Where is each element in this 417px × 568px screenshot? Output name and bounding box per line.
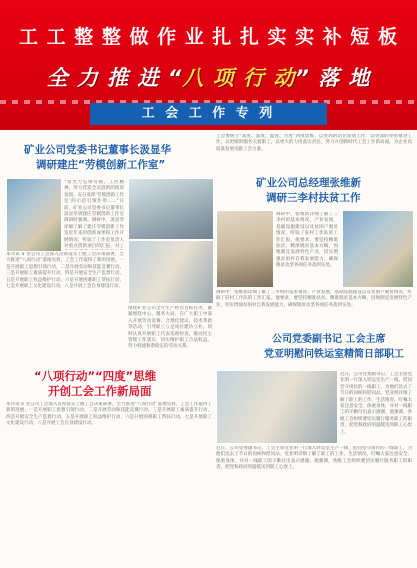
article2-photo-2 bbox=[342, 210, 414, 288]
article3-title-line2: 党亚明慰问铁运室精简日部职工 bbox=[264, 349, 404, 360]
article1-photo-2 bbox=[128, 178, 214, 240]
feature-title-line2: 开创工会工作新局面 bbox=[48, 384, 152, 398]
banner-slogan-line1: 工 工 整 整 做 作 业 扎 扎 实 实 补 短 板 bbox=[19, 26, 398, 48]
article1-body: “留允力弘扬劳模、工匠精神，努力营造全员创新的浓厚氛围，充分发挥‘劳模创新工作室’的示范引领作用……”日前，矿业公司党委书记董事长汲显华到建庄劳模创新工作室调研时强调。调研中，汲显华详细了解了建庄劳模创新工作室近年来的创新成果和工作开展情况，听取了工作室负责人对重点创新项目的汇报，对工 bbox=[64, 180, 124, 250]
article1-title-line2: 调研建庄“劳模创新工作室” bbox=[36, 159, 166, 171]
banner-line2-prefix: 全 力 推 进 “ bbox=[46, 66, 183, 90]
article3-body: 近日，公司党委副书记、工会主席党亚明一行深入铁运室生产一线，慰问坚守岗位的一线职工，为他们送去了节日的问候和慰问品。党亚明详细了解了职工的工作、生活情况，叮嘱大家注意安全、保重身体，并对一线职工的辛勤付出表示感谢。他强调，各级工会组织要切实履行服务职工的职责，把党和政府的温暖送到职工心坎上。 bbox=[340, 372, 412, 435]
article2-photo bbox=[216, 210, 274, 288]
article2-title-line1: 矿业公司总经理张维新 bbox=[256, 177, 361, 189]
article1-photo bbox=[6, 178, 62, 252]
column-title: 工 会 工 作 专 列 bbox=[90, 103, 327, 125]
article2-body-continued: 调研中，张维新详细了解了三李村的基本情况、产业发展、基础设施建设以及贫困户脱贫情况，听取了驻村工作队的工作汇报。他要求，要坚持精准扶贫、精准脱贫基本方略，因地制宜发展特色产业，切实增强贫困村自我发展能力，确保脱贫攻坚各项任务落到实处。 bbox=[216, 290, 412, 308]
article3-title bbox=[264, 332, 404, 362]
article1-title bbox=[24, 143, 171, 173]
feature-title bbox=[34, 369, 212, 399]
article1-title-line1: 矿业公司党委书记董事长汲显华 bbox=[24, 144, 171, 156]
column3-text: 工会要树立“高度、深度、温度、力度”四度思维，以更高的站位谋划工作，以更深的举措推进工作，以更暖的服务关爱职工，以更大的力度落实责任，努力开创新时代工会工作新局面，为企业高质量发展贡献工会力量。 bbox=[216, 134, 412, 152]
header-banner bbox=[0, 0, 417, 130]
banner-line2-highlight: 八 项 行 动 bbox=[182, 66, 296, 90]
feature-body: 本刊讯 矿业公司工会深入贯彻落实上级工会决策部署，全力推进“八项行动”落地见效，工会工作取得了新的进展。一是开展职工思想引领行动，二是开展劳动和技能竞赛行动，三是开展职工素质提升行动，四是开展安全生产监督行动，五是开展职工权益维护行动，六是开展困难职工帮扶行动，七是开展职工文化建设行动，八是开展工会自身建设行动。 bbox=[6, 402, 212, 427]
article2-title bbox=[256, 176, 361, 206]
article3-photo bbox=[216, 370, 338, 444]
banner-line2-suffix: ” 落 地 bbox=[295, 66, 371, 90]
article3-title-line1: 公司党委副书记 工会主席 bbox=[272, 334, 386, 345]
banner-slogan-line2 bbox=[0, 62, 417, 92]
article2-title-line2: 调研三李村扶贫工作 bbox=[266, 192, 361, 204]
article3-body-continued: 近日，公司党委副书记、工会主席党亚明一行深入铁运室生产一线，慰问坚守岗位的一线职工，为他们送去了节日的问候和慰问品。党亚明详细了解了职工的工作、生活情况，叮嘱大家注意安全、保重身体，并对一线职工的辛勤付出表示感谢。他强调，各级工会组织要切实履行服务职工的职责，把党和政府的温暖送到职工心坎上。 bbox=[216, 446, 412, 471]
article1-photo-3 bbox=[128, 240, 214, 304]
article2-body: 调研中，张维新详细了解了三李村的基本情况、产业发展、基础设施建设以及贫困户脱贫情况，听取了驻村工作队的工作汇报。他要求，要坚持精准扶贫、精准脱贫基本方略，因地制宜发展特色产业，切实增强贫困村自我发展能力，确保脱贫攻坚各项任务落到实处。 bbox=[276, 212, 338, 269]
column1-text: 本刊讯 矿业公司工会深入贯彻落实上级工会决策部署，全力推进“八项行动”落地见效，工会工作取得了新的进展。一是开展职工思想引领行动，二是开展劳动和技能竞赛行动，三是开展职工素质提升行动，四是开展安全生产监督行动，五是开展职工权益维护行动，六是开展困难职工帮扶行动，七是开展职工文化建设行动，八是开展工会自身建设行动。 bbox=[6, 252, 124, 290]
feature-title-line1: “八项行动”“四度”思维 bbox=[34, 369, 157, 383]
column2-text: 围绕矿业公司全年生产经营目标任务，紧紧围绕中心、服务大局，在广大职工中深入开展劳动竞赛、合理化建议、技术革新等活动，引导职工立足岗位建功立业。同时认真开展职工代表巡视检查，推动民主管理工作落实，切实维护职工合法权益，努力构建和谐稳定的劳动关系。 bbox=[128, 306, 212, 350]
